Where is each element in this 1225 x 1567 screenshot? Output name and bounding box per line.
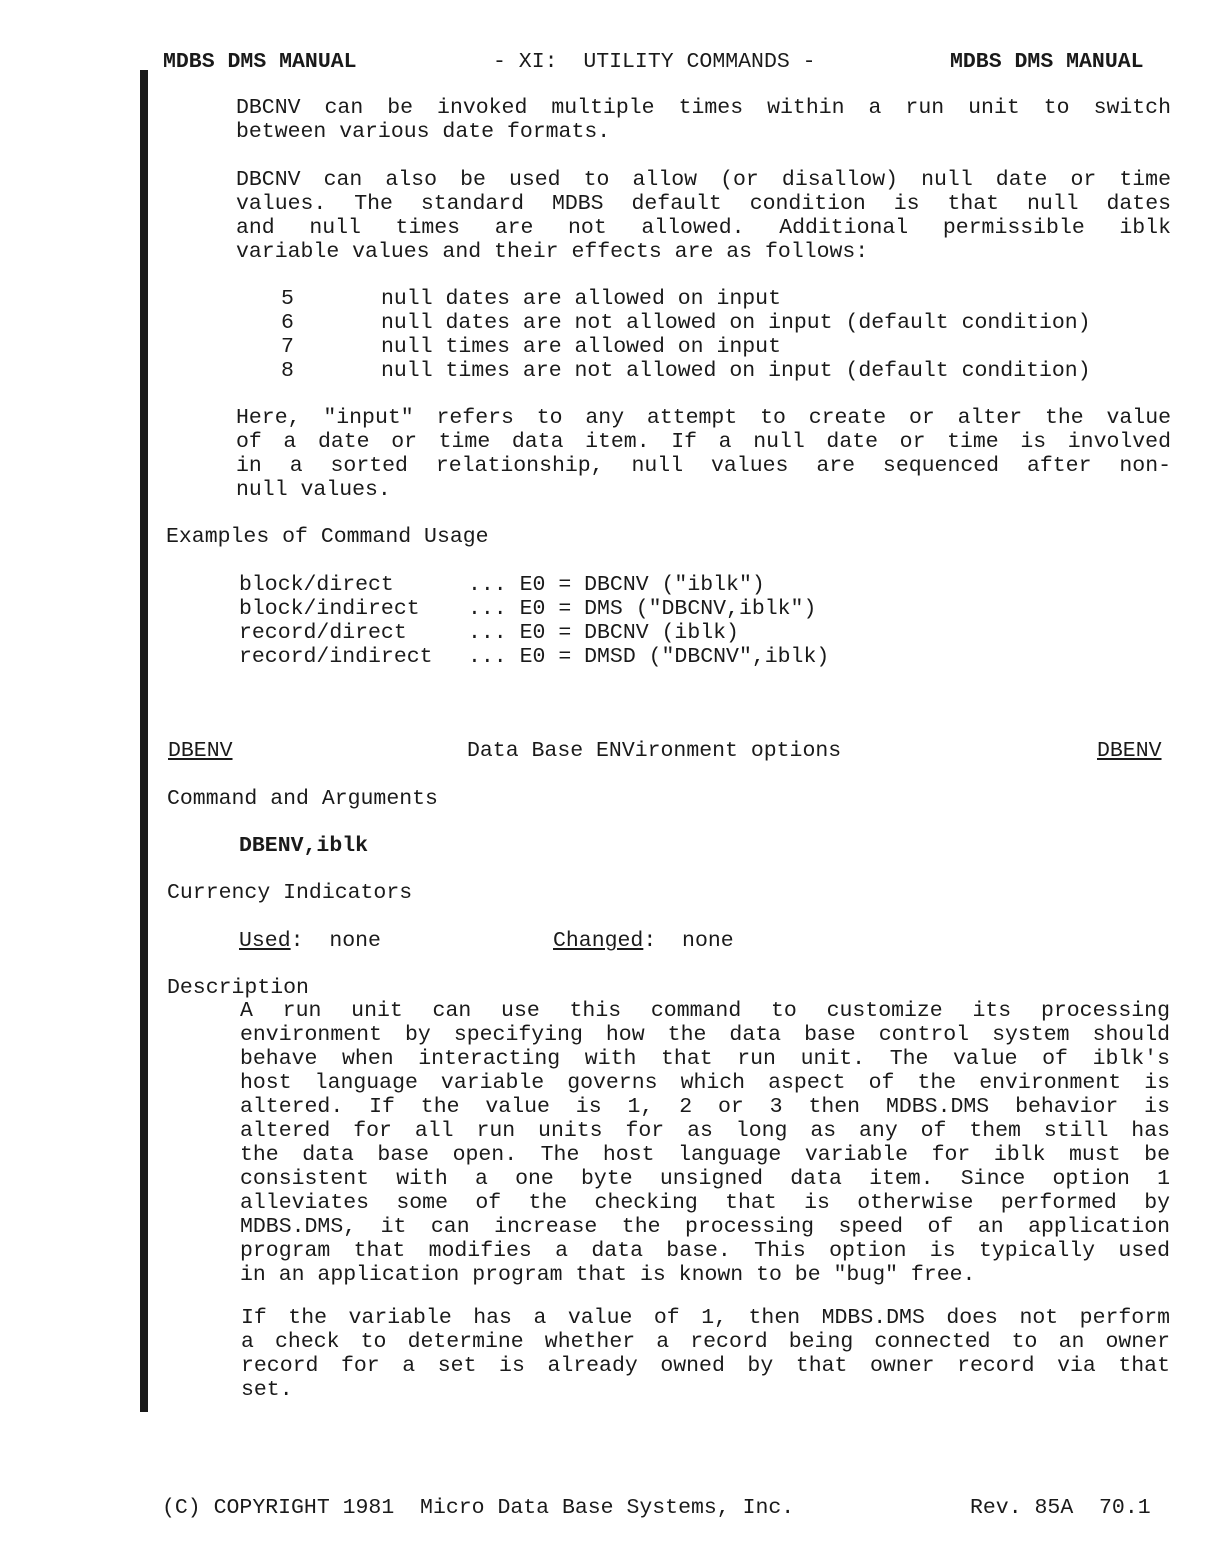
currency-used: Used: none — [239, 929, 381, 953]
text-line: Here, "input" refers to any attempt to create or alter the value — [236, 406, 1171, 430]
used-value: none — [329, 929, 381, 953]
option-code: 7 — [281, 335, 294, 359]
example-code: ... E0 = DMS ("DBCNV,iblk") — [468, 597, 817, 621]
text-line: program that modifies a data base. This option is typically used — [240, 1239, 1170, 1263]
text-line: in a sorted relationship, null values are sequenced after non- — [236, 454, 1171, 478]
text-line: and null times are not allowed. Additional permissible iblk — [236, 216, 1171, 240]
option-text: null dates are not allowed on input (default condition) — [381, 311, 1091, 335]
text-line: of a date or time data item. If a null date or time is involved — [236, 430, 1171, 454]
dbcnv-paragraph-1 — [236, 96, 1171, 144]
text-line: behave when interacting with that run unit. The value of iblk's — [240, 1047, 1170, 1071]
dbcnv-paragraph-3 — [236, 406, 1171, 502]
dbcnv-paragraph-2 — [236, 168, 1171, 264]
section-title-left: DBENV — [168, 739, 233, 763]
header-right: MDBS DMS MANUAL — [950, 50, 1144, 74]
text-line: record for a set is already owned by that owner record via that — [241, 1354, 1170, 1378]
example-code: ... E0 = DMSD ("DBCNV",iblk) — [468, 645, 830, 669]
used-label: Used — [239, 929, 291, 953]
text-line: alleviates some of the checking that is otherwise performed by — [240, 1191, 1170, 1215]
currency-changed: Changed: none — [553, 929, 734, 953]
header-center: - XI: UTILITY COMMANDS - — [493, 50, 816, 74]
text-line: A run unit can use this command to customize its processing — [240, 999, 1170, 1023]
description-heading: Description — [167, 976, 309, 1000]
example-mode: record/indirect — [239, 645, 433, 669]
text-line: in an application program that is known to be "bug" free. — [240, 1263, 976, 1287]
section-title-center: Data Base ENVironment options — [467, 739, 842, 763]
text-line: host language variable governs which aspect of the environment is — [240, 1071, 1170, 1095]
text-line: between various date formats. — [236, 120, 611, 144]
text-line: DBCNV can be invoked multiple times within a run unit to switch — [236, 96, 1171, 120]
changed-label: Changed — [553, 929, 644, 953]
option-text: null dates are allowed on input — [381, 287, 781, 311]
text-line: DBCNV can also be used to allow (or disallow) null date or time — [236, 168, 1171, 192]
section-title-right: DBENV — [1097, 739, 1162, 763]
examples-heading: Examples of Command Usage — [166, 525, 489, 549]
text-line: altered for all run units for as long as any of them still has — [240, 1119, 1170, 1143]
text-line: a check to determine whether a record being connected to an owner — [241, 1330, 1170, 1354]
option-code: 8 — [281, 359, 294, 383]
change-bar — [140, 70, 148, 1412]
text-line: the data base open. The host language variable for iblk must be — [240, 1143, 1170, 1167]
text-line: set. — [241, 1378, 293, 1402]
text-line: MDBS.DMS, it can increase the processing speed of an application — [240, 1215, 1170, 1239]
example-code: ... E0 = DBCNV ("iblk") — [468, 573, 765, 597]
command-syntax: DBENV,iblk — [239, 834, 369, 858]
text-line: values. The standard MDBS default condition is that null dates — [236, 192, 1171, 216]
example-mode: record/direct — [239, 621, 407, 645]
example-code: ... E0 = DBCNV (iblk) — [468, 621, 739, 645]
text-line: consistent with a one byte unsigned data item. Since option 1 — [240, 1167, 1170, 1191]
footer-page-number: Rev. 85A 70.1 — [970, 1496, 1151, 1520]
text-line: null values. — [236, 478, 391, 502]
option-text: null times are allowed on input — [381, 335, 781, 359]
text-line: environment by specifying how the data base control system should — [240, 1023, 1170, 1047]
currency-heading: Currency Indicators — [167, 881, 413, 905]
footer-copyright: (C) COPYRIGHT 1981 Micro Data Base Systems, Inc. — [162, 1496, 795, 1520]
text-line: If the variable has a value of 1, then MDBS.DMS does not perform — [241, 1306, 1170, 1330]
text-line: variable values and their effects are as follows: — [236, 240, 869, 264]
header-left: MDBS DMS MANUAL — [163, 50, 357, 74]
example-mode: block/direct — [239, 573, 394, 597]
example-mode: block/indirect — [239, 597, 420, 621]
text-line: altered. If the value is 1, 2 or 3 then MDBS.DMS behavior is — [240, 1095, 1170, 1119]
option-text: null times are not allowed on input (default condition) — [381, 359, 1091, 383]
option-code: 5 — [281, 287, 294, 311]
description-paragraph — [240, 999, 1170, 1287]
changed-value: none — [682, 929, 734, 953]
option-code: 6 — [281, 311, 294, 335]
dbenv-paragraph-2 — [241, 1306, 1170, 1402]
command-heading: Command and Arguments — [167, 787, 438, 811]
